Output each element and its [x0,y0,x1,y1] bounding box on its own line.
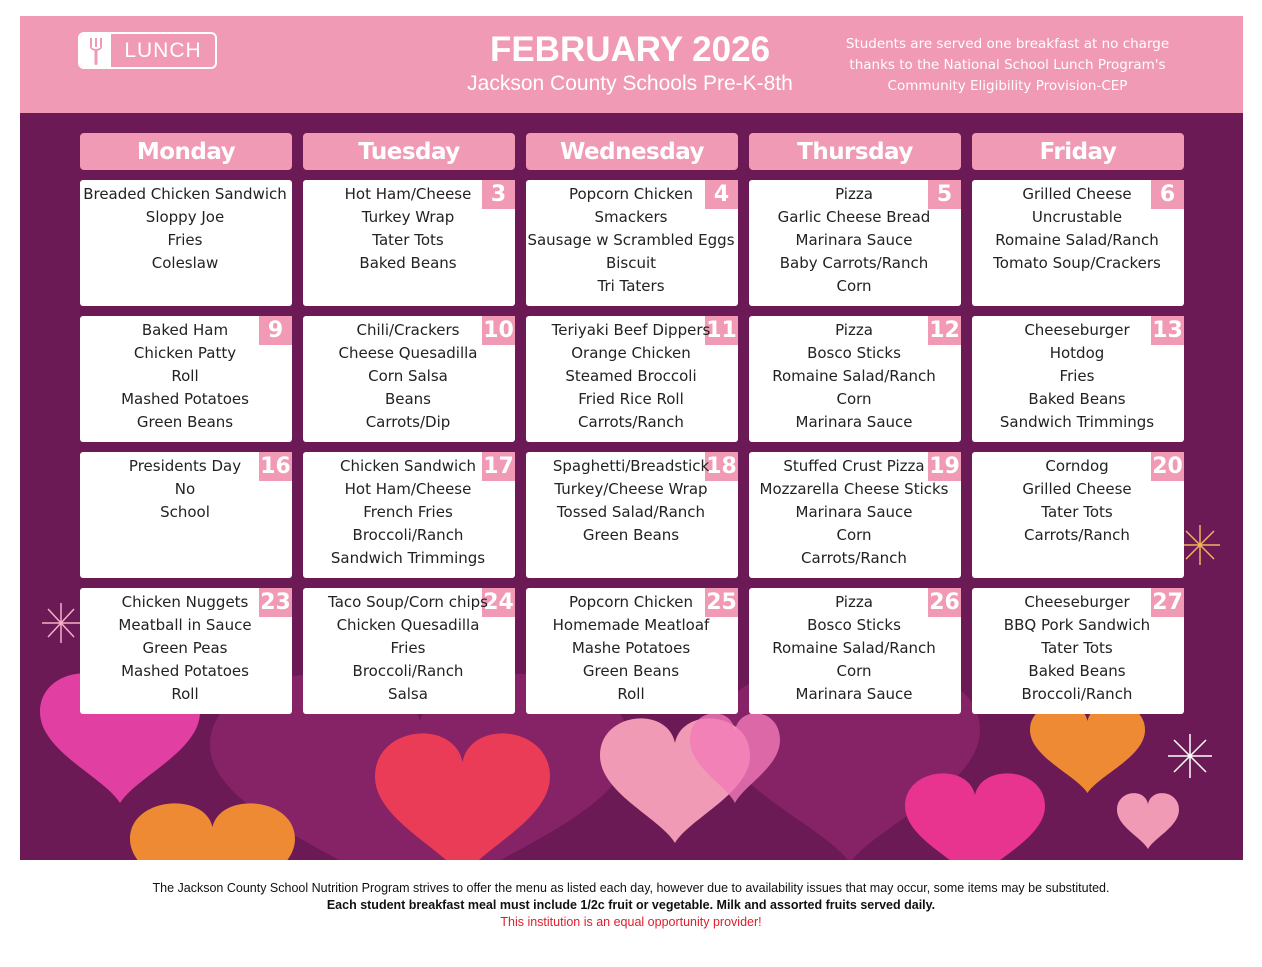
date-badge: 12 [929,318,960,343]
menu-item: Roll [617,685,645,703]
date-badge: 20 [1152,454,1183,479]
menu-item: Corn [836,662,872,680]
menu-item: Teriyaki Beef Dippers [551,321,711,339]
equal-opportunity-note: This institution is an equal opportunity provider! [500,915,762,929]
date-badge: 17 [483,454,514,479]
menu-item: Beans [384,390,432,408]
menu-item: Marinara Sauce [795,503,913,521]
menu-item: Bosco Sticks [807,616,901,634]
day-header-monday: Monday [80,133,292,170]
day-cell [972,180,1184,306]
notice-line: Community Eligibility Provision-CEP [887,78,1128,94]
day-cell [972,316,1184,442]
menu-item: Pizza [835,185,873,203]
menu-item-list [526,455,736,547]
date-badge: 3 [482,180,515,209]
menu-item: Marinara Sauce [795,231,913,249]
day-cell [80,180,292,306]
menu-item: Mashed Potatoes [121,662,249,680]
menu-item-list [526,183,736,298]
menu-item: BBQ Pork Sandwich [1003,616,1151,634]
menu-item: Romaine Salad/Ranch [772,367,936,385]
date-badge: 4 [705,180,738,209]
date-badge: 18 [706,454,737,479]
menu-item: Fried Rice Roll [578,390,684,408]
menu-item: Bosco Sticks [807,344,901,362]
menu-item: Salsa [388,685,428,703]
menu-item-list [749,591,959,706]
day-cell [80,452,292,578]
menu-item: Baked Beans [1028,662,1126,680]
menu-item: Marinara Sauce [795,413,913,431]
day-cell [80,316,292,442]
menu-item: Fries [390,639,426,657]
menu-item: Green Peas [142,639,228,657]
date-badge: 16 [260,454,291,479]
menu-item: Steamed Broccoli [565,367,697,385]
menu-item: Tri Taters [597,277,665,295]
menu-item-list [972,319,1182,434]
menu-item: Coleslaw [151,254,219,272]
menu-item: Grilled Cheese [1022,480,1132,498]
menu-item: Corndog [1045,457,1109,475]
menu-item: Turkey Wrap [361,208,455,226]
menu-item-list [526,591,736,706]
menu-item: Biscuit [605,254,657,272]
menu-item: Chicken Nuggets [121,593,249,611]
menu-item: Broccoli/Ranch [352,662,464,680]
menu-item: Mashe Potatoes [571,639,691,657]
menu-item: Baked Beans [1028,390,1126,408]
menu-item: Chicken Quesadilla [336,616,480,634]
day-cell [972,452,1184,578]
date-badge: 13 [1152,318,1183,343]
menu-item-list [303,591,513,706]
date-badge: 19 [929,454,960,479]
menu-item: Corn [836,526,872,544]
menu-item: Broccoli/Ranch [1021,685,1133,703]
date-badge: 11 [706,318,737,343]
menu-header [20,16,1243,113]
menu-item: Cheese Quesadilla [338,344,478,362]
date-badge: 27 [1152,590,1183,615]
menu-item: Fries [167,231,203,249]
footer-notes [0,880,1262,931]
date-badge: 9 [259,316,292,345]
lunch-logo [78,32,217,69]
menu-item: Uncrustable [1031,208,1123,226]
menu-item: Tater Tots [1041,503,1113,521]
menu-item: Marinara Sauce [795,685,913,703]
day-cell [303,316,515,442]
day-cell [526,452,738,578]
breakfast-requirement-note: Each student breakfast meal must include 1/2c fruit or vegetable. Milk and assorted fruits served daily. [326,898,936,912]
menu-item: Corn Salsa [368,367,448,385]
menu-item: Turkey/Cheese Wrap [554,480,708,498]
menu-item: Taco Soup/Corn chips [328,593,488,611]
day-cell [749,452,961,578]
date-badge: 5 [928,180,961,209]
page-title: FEBRUARY 2026 [489,30,771,69]
day-cell [749,588,961,714]
menu-item: Romaine Salad/Ranch [995,231,1159,249]
menu-item: Tossed Salad/Ranch [556,503,706,521]
menu-item: School [160,503,210,521]
menu-item-list [972,183,1182,275]
menu-item: Sausage w Scrambled Eggs [527,231,735,249]
notice-line: thanks to the National School Lunch Program's [849,57,1166,73]
date-badge: 25 [706,590,737,615]
menu-item: Meatball in Sauce [118,616,252,634]
menu-item: Tomato Soup/Crackers [993,254,1161,272]
menu-item-list [972,591,1182,706]
menu-item-list [749,183,959,298]
menu-item: Carrots/Ranch [801,549,907,567]
day-cell [303,588,515,714]
day-header-wednesday: Wednesday [526,133,738,170]
substitution-note: The Jackson County School Nutrition Program strives to offer the menu as listed each day, however due to availability issues that may occur, some items may be substituted. [152,881,1110,895]
day-header-thursday: Thursday [749,133,961,170]
cep-notice [810,34,1205,97]
menu-item: Chicken Sandwich [340,457,476,475]
calendar-board [20,113,1243,860]
menu-item: Smackers [594,208,668,226]
day-cell [80,588,292,714]
menu-item: Hotdog [1049,344,1105,362]
date-badge: 6 [1151,180,1184,209]
menu-item: Grilled Cheese [1022,185,1132,203]
menu-item: Mozzarella Cheese Sticks [759,480,949,498]
menu-item-list [303,183,513,275]
menu-item: Sandwich Trimmings [330,549,486,567]
menu-item: Roll [171,685,199,703]
menu-item: Orange Chicken [571,344,691,362]
menu-item: Green Beans [582,526,680,544]
menu-item: Cheeseburger [1024,321,1130,339]
day-cell [972,588,1184,714]
menu-item: Breaded Chicken Sandwich [83,185,287,203]
menu-item: Green Beans [582,662,680,680]
date-badge: 26 [929,590,960,615]
menu-item: Presidents Day [128,457,242,475]
menu-item: Popcorn Chicken [568,593,694,611]
date-badge: 24 [483,590,514,615]
menu-item: Carrots/Dip [365,413,451,431]
menu-item-list [303,455,513,570]
menu-item: Popcorn Chicken [568,185,694,203]
menu-item: Broccoli/Ranch [352,526,464,544]
day-cell [526,588,738,714]
menu-item: Chicken Patty [133,344,237,362]
menu-item-list [749,455,959,570]
menu-item: Hot Ham/Cheese [344,480,472,498]
menu-item-list [303,319,513,434]
logo-text: LUNCH [124,38,202,62]
day-cell [526,180,738,306]
day-cell [749,316,961,442]
menu-item: Sandwich Trimmings [999,413,1155,431]
menu-item-list [80,591,290,706]
menu-item: Pizza [835,593,873,611]
menu-item: French Fries [363,503,453,521]
day-cell [303,452,515,578]
menu-item: Pizza [835,321,873,339]
menu-item: Stuffed Crust Pizza [783,457,925,475]
menu-item-list [526,319,736,434]
day-header-tuesday: Tuesday [303,133,515,170]
notice-line: Students are served one breakfast at no charge [845,36,1170,52]
menu-item: Garlic Cheese Bread [777,208,931,226]
menu-item: Carrots/Ranch [1024,526,1130,544]
menu-item: Romaine Salad/Ranch [772,639,936,657]
menu-item: Baked Beans [359,254,457,272]
menu-item-list [80,319,290,434]
menu-item: Baby Carrots/Ranch [779,254,929,272]
day-cell [526,316,738,442]
menu-item: Mashed Potatoes [121,390,249,408]
menu-item: Homemade Meatloaf [552,616,710,634]
menu-item: Roll [171,367,199,385]
date-badge: 23 [260,590,291,615]
menu-item: Baked Ham [141,321,229,339]
menu-item-list [749,319,959,434]
menu-item: Hot Ham/Cheese [344,185,472,203]
menu-item: Corn [836,277,872,295]
menu-item: Cheeseburger [1024,593,1130,611]
day-cell [749,180,961,306]
menu-item: No [174,480,196,498]
menu-item: Tater Tots [1041,639,1113,657]
menu-item: Spaghetti/Breadstick [552,457,710,475]
menu-item: Fries [1059,367,1095,385]
menu-item-list [80,455,290,524]
day-header-friday: Friday [972,133,1184,170]
menu-item: Chili/Crackers [356,321,460,339]
menu-item: Tater Tots [372,231,444,249]
page-subtitle: Jackson County Schools Pre-K-8th [467,72,793,95]
menu-item: Green Beans [136,413,234,431]
menu-item-list [80,183,290,275]
menu-item-list [972,455,1182,547]
menu-item: Corn [836,390,872,408]
menu-item: Sloppy Joe [145,208,225,226]
date-badge: 10 [483,318,514,343]
day-cell [303,180,515,306]
fork-icon [80,34,111,67]
menu-item: Carrots/Ranch [578,413,684,431]
